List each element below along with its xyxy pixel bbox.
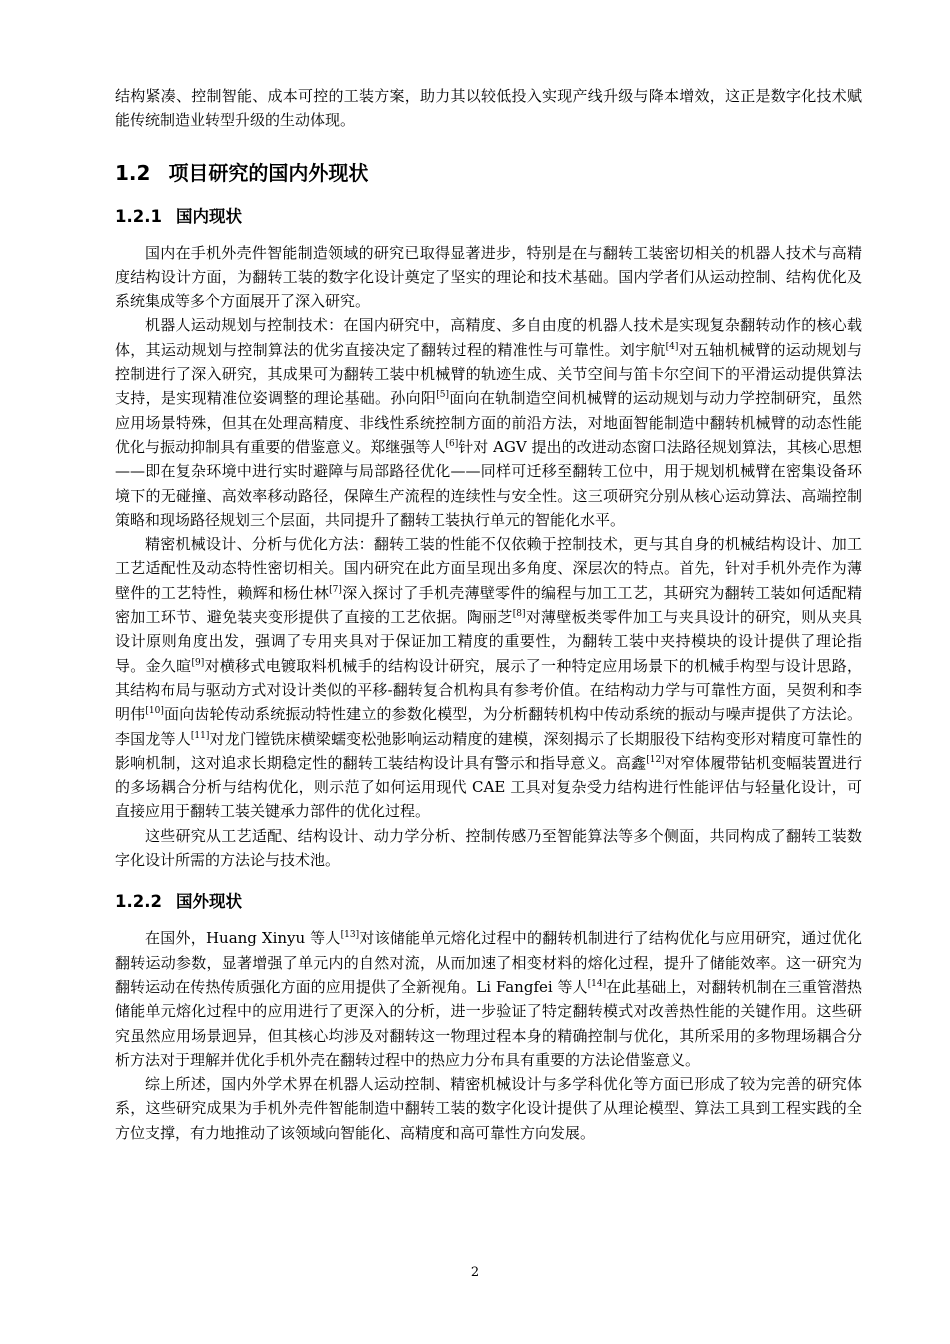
section-title: 项目研究的国内外现状 [168, 160, 369, 185]
citation: [13] [340, 930, 360, 941]
citation: [14] [587, 978, 607, 989]
paragraph [115, 532, 862, 824]
paragraph: 这些研究从工艺适配、结构设计、动力学分析、控制传感乃至智能算法等多个侧面，共同构成了翻转工装数字化设计所需的方法论与技术池。 [115, 826, 862, 870]
text-run: 深入探讨了手机壳薄壁零件的编程与加工工艺，其研究为翻转工装如何适配精密加工环节、避免装夹变形提供了直接的工艺依据。陶丽芝 [115, 583, 862, 627]
text-run: 针对 AGV 提出的改进动态窗口法路径规划算法，其核心思想——即在复杂环境中进行实时避障与局部路径优化——同样可迁移至翻转工位中，用于规划机械臂在密集设备环境下的无碰撞、高效率移动路径，保障生产流程的连续性与安全性。这三项研究分别从核心运动算法、高端控制策略和现场路径规划三个层面，共同提升了翻转工装执行单元的智能化水平。 [115, 437, 862, 529]
text-run: 面向在轨制造空间机械臂的运动规划与动力学控制研究，虽然应用场景特殊，但其在处理高精度、非线性系统控制方面的前沿方法，对地面智能制造中翻转机械臂的动态性能优化与振动抑制具有重要的借鉴意义。郑继强等人 [115, 389, 862, 456]
text-run: 对薄壁板类零件加工与夹具设计的研究，则从夹具设计原则角度出发，强调了专用夹具对于保证加工精度的重要性，为翻转工装中夹持模块的设计提供了理论指导。金久暄 [115, 608, 862, 675]
section-number: 1.2 [115, 160, 151, 185]
text-run: 对龙门镗铣床横梁蠕变松弛影响运动精度的建模，深刻揭示了长期服役下结构变形对精度可靠性的影响机制，这对追求长期稳定性的翻转工装结构设计具有警示和指导意义。高鑫 [115, 729, 862, 772]
section-heading [115, 159, 862, 187]
citation: [5] [436, 390, 449, 401]
text-run: 在国外，Huang Xinyu 等人 [145, 929, 341, 948]
citation: [4] [665, 341, 679, 352]
text-run: 对五轴机械臂的运动规划与控制进行了深入研究，其成果可为翻转工装中机械臂的轨迹生成、关节空间与笛卡尔空间下的平滑运动提供算法支持，是实现精准位姿调整的理论基础。孙向阳 [115, 340, 862, 408]
document-page [115, 84, 862, 1145]
text-run: 在此基础上，对翻转机制在三重管潜热储能单元熔化过程中的应用进行了更深入的分析，进一步验证了特定翻转模式对改善热性能的关键作用。这些研究虽然应用场景迥异，但其核心均涉及对翻转这一物理过程本身的精确控制与优化，其所采用的多物理场耦合分析方法对于理解并优化手机外壳在翻转过程中的热应力分布具有重要的方法论借鉴意义。 [115, 977, 862, 1069]
subsection-title: 国内现状 [175, 206, 242, 226]
text-run: 面向齿轮传动系统振动特性建立的参数化模型，为分析翻转机构中传动系统的振动与噪声提供了方法论。李国龙等人 [115, 705, 862, 748]
paragraph [115, 926, 862, 1072]
subsection-number: 1.2.1 [115, 206, 162, 226]
citation: [6] [445, 438, 459, 449]
text-run: 对窄体履带钻机变幅装置进行的多场耦合分析与结构优化，则示范了如何运用现代 CAE 工具对复杂受力结构进行性能评估与轻量化设计，可直接应用于翻转工装关键承力部件的优化过程。 [115, 753, 862, 821]
paragraph: 国内在手机外壳件智能制造领域的研究已取得显著进步，特别是在与翻转工装密切相关的机器人技术与高精度结构设计方面，为翻转工装的数字化设计奠定了坚实的理论和技术基础。国内学者们从运动控制、结构优化及系统集成等多个方面展开了深入研究。 [115, 243, 862, 311]
intro-paragraph: 结构紧凑、控制智能、成本可控的工装方案，助力其以较低投入实现产线升级与降本增效，这正是数字化技术赋能传统制造业转型升级的生动体现。 [115, 87, 862, 130]
text-run: 机器人运动规划与控制技术：在国内研究中，高精度、多自由度的机器人技术是实现复杂翻转动作的核心载体，其运动规划与控制算法的优劣直接决定了翻转过程的精准性与可靠性。刘宇航 [115, 316, 862, 359]
citation: [7] [329, 584, 342, 595]
text-run: 精密机械设计、分析与优化方法：翻转工装的性能不仅依赖于控制技术，更与其自身的机械结构设计、加工工艺适配性及动态特性密切相关。国内研究在此方面呈现出多角度、深层次的特点。首先，针对手机外壳作为薄壁件的工艺特性，赖辉和杨仕林 [115, 535, 862, 602]
text-run: 对横移式电镀取料机械手的结构设计研究，展示了一种特定应用场景下的机械手构型与设计思路，其结构布局与驱动方式对设计类似的平移-翻转复合机构具有参考价值。在结构动力学与可靠性方面，吴贺利和李明伟 [115, 656, 862, 724]
page-number: 2 [470, 1265, 480, 1280]
paragraph [115, 313, 862, 532]
citation: [11] [190, 730, 210, 741]
subsection-number: 1.2.2 [115, 892, 162, 912]
subsection-heading-domestic [115, 205, 862, 229]
subsection-title: 国外现状 [175, 892, 242, 912]
paragraph: 综上所述，国内外学术界在机器人运动控制、精密机械设计与多学科优化等方面已形成了较为完善的研究体系，这些研究成果为手机外壳件智能制造中翻转工装的数字化设计提供了从理论模型、算法工具到工程实践的全方位支撑，有力地推动了该领域向智能化、高精度和高可靠性方向发展。 [115, 1075, 862, 1142]
citation: [9] [191, 657, 205, 668]
citation: [10] [145, 706, 164, 717]
text-run: 对该储能单元熔化过程中的翻转机制进行了结构优化与应用研究，通过优化翻转运动参数，显著增强了单元内的自然对流，从而加速了相变材料的熔化过程，提升了储能效率。这一研究为翻转运动在传热传质强化方面的应用提供了全新视角。Li Fangfei 等人 [115, 929, 862, 996]
citation: [8] [512, 609, 526, 620]
subsection-heading-foreign [115, 890, 862, 914]
citation: [12] [646, 754, 665, 765]
